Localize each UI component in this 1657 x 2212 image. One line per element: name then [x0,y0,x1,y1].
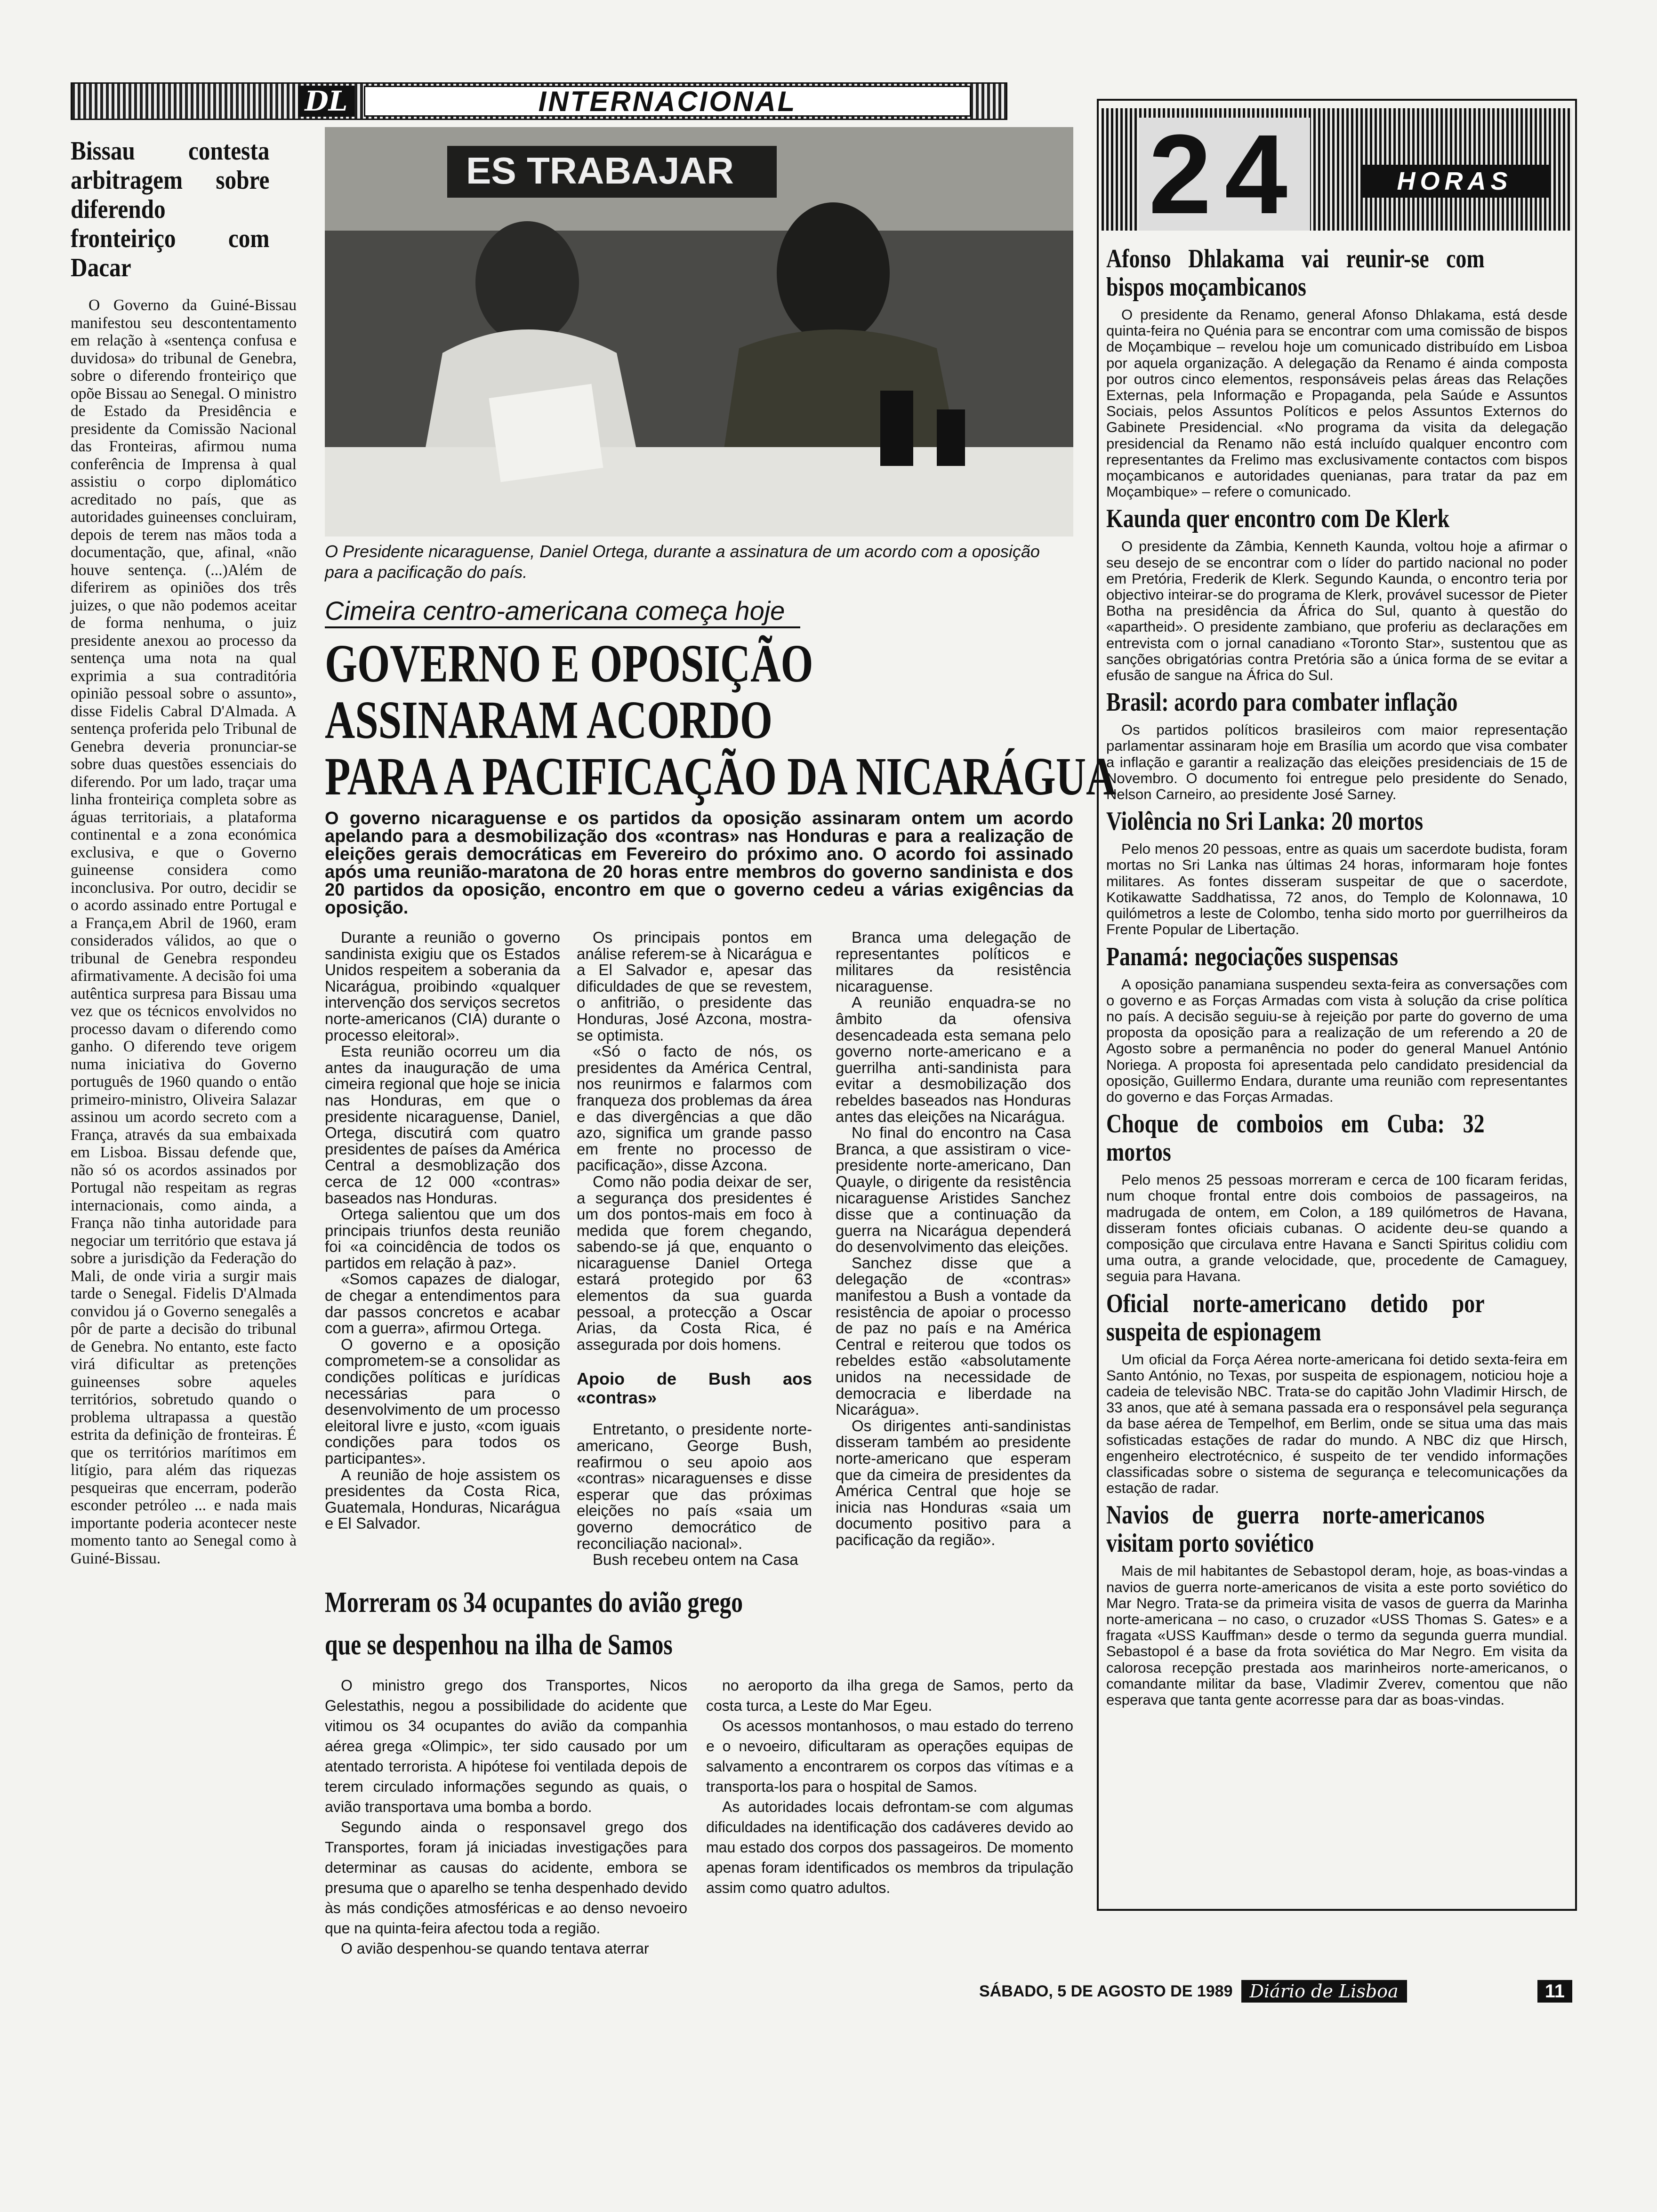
plane-paragraph: Os acessos montanhosos, o mau estado do terreno e o nevoeiro, dificultaram as operações equipas de salvamento a encontrarem os corpos das vítimas e a transporta-los para o hospital de Samos. [706,1717,1073,1795]
plane-headline [325,1581,886,1666]
brief-title: Violência no Sri Lanka: 20 mortos [1106,807,1424,836]
main-paragraph: Os dirigentes anti-sandinistas disseram também ao presidente norte-americano que esperam que da cimeira de presidentes da América Central que hoje se inicia nas Honduras «saia um documento positivo para a pacificação da região». [836,1417,1071,1548]
main-paragraph: Branca uma delegação de representantes políticos e militares da resistência nicaraguense. [836,929,1071,995]
footer-paper-name: Diário de Lisboa [1241,1980,1407,2003]
main-paragraph: A reunião enquadra-se no âmbito da ofensiva desencadeada esta semana pelo governo norte-americano e a guerrilha anti-sandinista para evitar a desmobilização dos rebeldes baseados nas Honduras antes das eleições na Nicarágua. [836,994,1071,1125]
plane-column-1 [325,1675,687,1959]
page-number: 11 [1537,1980,1572,2003]
brief-title: Brasil: acordo para combater inflação [1106,688,1458,717]
main-subhead: Apoio de Bush aos «contras» [577,1369,812,1408]
footer-date: SÁBADO, 5 DE AGOSTO DE 1989 [979,1982,1233,2000]
main-paragraph: «Somos capazes de dialogar, de chegar a entendimentos para dar passos concretos e acabar com a guerra», afirmou Ortega. [325,1270,560,1337]
brief-title: Kaunda quer encontro com De Klerk [1106,504,1450,534]
main-paragraph: «Só o facto de nós, os presidentes da América Central, nos reunirmos e falarmos com franqueza dos problemas da área e das divergências a que dão azo, significa um grande passo em frente no processo de pacificação», disse Azcona. [577,1042,812,1174]
section-title-text: INTERNACIONAL [538,85,797,117]
brief-body: O presidente da Zâmbia, Kenneth Kaunda, voltou hoje a afirmar o seu desejo de se encontrar com o líder do partido nacional no poder em Pretória, Frederik de Klerk. Segundo Kaunda, o encontro teria por objectivo inteirar-se do programa de Klerk, provável sucessor de Pieter Botha na presidência da África do Sul, quanto à questão do «apartheid». O presidente zambiano, que proferiu as declarações em entrevista com o jornal canadiano «Toronto Star», sustentou que as sanções obrigatórias contra Pretória são a única forma de se evitar a efusão de sangue na África do Sul. [1106,538,1568,684]
brief-body: Os partidos políticos brasileiros com maior representação parlamentar assinaram hoje em Brasília um acordo que visa combater a inflação e garantir a realização das eleições presidenciais de 15 de Novembro. O documento foi entregue pelo presidente do Senado, Nelson Carneiro, ao presidente José Sarney. [1106,721,1568,803]
left-article-body: O Governo da Guiné-Bissau manifestou seu descontentamento em relação à «sentença confusa e duvidosa» do tribunal de Genebra, sobre o diferendo fronteiriço que opõe Bissau ao Senegal. O ministro de Estado da Presidência e presidente da Comissão Nacional das Fronteiras, afirmou numa conferência de Imprensa à qual assistiu o corpo diplomático acreditado no país, que as autoridades guineenses concluiram, depois de terem nas mãos toda a documentação, que, afinal, «não houve sentença. (...)Além de diferirem as opiniões dos três juizes, o que não podemos aceitar de forma nenhuma, o juiz presidente anexou ao processo da sentença uma nota na qual exprimia a sua contraditória opinião pessoal sobre o assunto», disse Fidelis Cabral D'Almada. A sentença proferida pelo Tribunal de Genebra deveria pronunciar-se sobre duas questões essenciais do diferendo. Por um lado, traçar uma linha fronteiriça completa sobre as águas territoriais, a plataforma continental e a zona económica exclusiva, e que o Governo guineense considera como inconclusiva. Por outro, decidir se o acordo assinado entre Portugal e a França,em Abril de 1960, eram considerados válidos, ao que o tribunal de Genebra respondeu afirmativamente. A decisão foi uma autêntica surpresa para Bissau uma vez que os técnicos envolvidos no processo davam o diferendo como ganho. O diferendo teve origem numa iniciativa do Governo português de 1960 quando o então primeiro-ministro, Oliveira Salazar assinou um acordo secreto com a França, através da sua embaixada em Lisboa. Bissau defende que, não só os acordos assinados por Portugal não respeitam as regras internacionais, como ainda, a França não tinha autoridade para negociar um território que estava já sobre a jurisdição da Federação do Mali, de onde viria a surgir mais tarde o Senegal. Fidelis D'Almada convidou já o Governo senegalês a pôr de parte a decisão do tribunal de Genebra. No entanto, este facto virá dificultar as pretenções guineenses sobre aqueles territórios, sobretudo quando o problema ultrapassa a questão estrita da definição de fronteiras. É que os territórios marítimos em litígio, para além das riquezas pesqueiras que encerram, poderão esconder petróleo ... e nada mais importante poderia acontecer neste momento tanto ao Senegal como à Guiné-Bissau. [71,297,297,1567]
main-paragraph: Entretanto, o presidente norte-americano, George Bush, reafirmou o seu apoio aos «contras» nicaraguenses e disse esperar que das próximas eleições no país «saia um governo democrático de reconciliação nacional». [577,1420,812,1552]
main-headline-line-1: GOVERNO E OPOSIÇÃO [325,633,813,693]
brief-title: Oficial norte-americano detido por suspeita de espionagem [1106,1289,1485,1346]
main-paragraph: Sanchez disse que a delegação de «contras» manifestou a Bush a vontade da resistência de apoiar o processo de paz no país e na América Central e reiterou que todos os rebeldes estão «absolutamente unidos na necessidade de democracia e liberdade na Nicarágua». [836,1254,1071,1419]
main-paragraph: Os principais pontos em análise referem-se à Nicarágua e a El Salvador e, apesar das dificuldades de que se revestem, o anfitrião, o presidente das Honduras, José Azcona, mostra-se optimista. [577,929,812,1044]
main-paragraph: Como não podia deixar de ser, a segurança dos presidentes é um dos pontos-mais em foco à medida que forem chegando, sabendo-se já que, enquanto o nicaraguense Daniel Ortega estará protegido por 63 elementos da sua guarda pessoal, a protecção a Oscar Arias, da Costa Rica, é assegurada por dois homens. [577,1172,812,1353]
page-footer [979,1979,1572,2004]
plane-column-2 [706,1675,1073,1898]
section-title [364,86,971,117]
plane-paragraph: no aeroporto da ilha grega de Samos, perto da costa turca, a Leste do Mar Egeu. [706,1677,1073,1714]
plane-paragraph: O avião despenhou-se quando tentava aterrar [341,1940,649,1957]
brief-title: Choque de comboios em Cuba: 32 mortos [1106,1109,1485,1167]
brief-body: O presidente da Renamo, general Afonso Dhlakama, está desde quinta-feira no Quénia para se encontrar com uma comissão de bispos de Moçambique – revelou hoje um comunicado distribuído em Lisboa por aquela organização. A delegação da Renamo é ainda composta por outros cinco elementos, responsáveis pelas áreas das Relações Externas, pela Informação e Propaganda, pela Saúde e Assuntos Sociais, pelos Assuntos Políticos e pelos Assuntos Externos do Gabinete Presidencial. «No programa da visita da delegação presidencial da Renamo não está incluído qualquer encontro com representantes da Frelimo mas exclusivamente contactos com bispos moçambicanos e autoridades quenianas, para tratar da paz em Moçambique» – refere o comunicado. [1106,306,1568,500]
sidebar-number: 24 [1139,118,1310,231]
plane-paragraph: As autoridades locais defrontam-se com algumas dificuldades na identificação dos cadáveres devido ao mau estado dos corpos dos passageiros. De momento apenas foram identificados os membros da tripulação assim como quatro adultos. [706,1798,1073,1896]
brief-body: Pelo menos 25 pessoas morreram e cerca de 100 ficaram feridas, num choque frontal entre dois comboios de passageiros, na madrugada de ontem, em Colon, a 189 quilómetros de Havana, disseram fontes oficiais cubanas. O acidente deu-se quando a composição que circulava entre Havana e Sancti Spiritus colidiu com uma outra, a grande velocidade, que, procedente de Camaguey, seguia para Havana. [1106,1171,1568,1285]
main-headline [325,633,1117,806]
newspaper-logo: DL [298,86,354,117]
main-paragraph: A reunião de hoje assistem os presidentes da Costa Rica, Guatemala, Honduras, Nicarágua e El Salvador. [325,1466,560,1532]
main-paragraph: O governo e a oposição comprometem-se a consolidar as condições políticas e jurídicas necessárias para o desenvolvimento de um processo eleitoral livre e justo, «com iguais condições para todos os participantes». [325,1335,560,1467]
main-paragraph: Durante a reunião o governo sandinista exigiu que os Estados Unidos respeitem a soberania da Nicarágua, proibindo «qualquer intervenção dos serviços secretos norte-americanos (CIA) durante o processo eleitoral». [325,929,560,1044]
brief-title: Panamá: negociações suspensas [1106,942,1398,971]
plane-headline-line-2: que se despenhou na ilha de Samos [325,1629,673,1661]
photo-ortega-signing [325,127,1073,537]
brief-body: Mais de mil habitantes de Sebastopol deram, hoje, as boas-vindas a navios de guerra norte-americanos de visita a este porto soviético do Mar Negro. Trata-se da primeira visita de vasos de guerra da Marinha norte-americana – no caso, o cruzador «USS Thomas S. Gates» e a fragata «USS Kauffman» desde o termo da segunda guerra mundial. Sebastopol é a base da frota soviética do Mar Negro. Em visita da calorosa recepção prestada aos marinheiros norte-americanos, o comandante militar da base, Vladimir Zverev, comentou que não esperava que tanta gente acorresse para dar as boas-vindas. [1106,1563,1568,1708]
section-banner [71,82,1007,120]
photo-illustration [325,127,1073,537]
main-headline-line-3: PARA A PACIFICAÇÃO DA NICARÁGUA [325,746,1117,806]
left-article [71,136,297,1972]
brief-body: A oposição panamiana suspendeu sexta-feira as conversações com o governo e as Forças Armadas com vista à solução da crise política no país. A decisão seguiu-se à rejeição por parte do governo de uma proposta da oposição para a realização de um referendo a 20 de Agosto sobre a permanência no poder do general Manuel António Noriega. A proposta foi apresentada pelo candidato presidencial da oposição, Guillermo Endara, durante uma reunião com representantes do governo e das Forças Armadas. [1106,976,1568,1105]
main-kicker: Cimeira centro-americana começa hoje [325,595,800,628]
main-column-2 [577,930,812,1568]
brief-title: Navios de guerra norte-americanos visitam porto soviético [1106,1500,1485,1558]
main-paragraph: Ortega salientou que um dos principais triunfos desta reunião foi «a coincidência de todos os partidos em relação à paz». [325,1205,560,1272]
plane-paragraph: Segundo ainda o responsavel grego dos Transportes, foram já iniciadas investigações para determinar as causas do acidente, embora se presuma que o aparelho se tenha despenhado devido às más condições atmosféricas e ao denso nevoeiro que na quinta-feira afectou toda a região. [325,1819,687,1937]
main-headline-line-2: ASSINARAM ACORDO [325,690,773,750]
plane-paragraph: O ministro grego dos Transportes, Nicos Gelestathis, negou a possibilidade do acidente que vitimou os 34 ocupantes do avião da companhia aérea grega «Olimpic», ter sido causado por um atentado terrorista. A hipótese foi ventilada depois de terem circulado informações segundo as quais, o avião transportava uma bomba a bordo. [325,1677,687,1815]
sidebar-news [1106,240,1568,1901]
photo-caption: O Presidente nicaraguense, Daniel Ortega, durante a assinatura de um acordo com a oposição para a pacificação do país. [325,542,1040,582]
left-article-title: Bissau contesta arbitragem sobre diferendo fronteiriço com Dacar [71,136,270,282]
main-paragraph: Esta reunião ocorreu um dia antes da inauguração de uma cimeira regional que hoje se inicia nas Honduras, em que o presidente nicaraguense, Daniel, Ortega, discutirá com quatro presidentes de países da América Central a desmoblização dos cerca de 12 000 «contras» baseados nas Honduras. [325,1042,560,1207]
main-column-1 [325,930,560,1532]
plane-headline-line-1: Morreram os 34 ocupantes do avião grego [325,1587,743,1619]
main-paragraph: Bush recebeu ontem na Casa [593,1551,798,1569]
brief-body: Pelo menos 20 pessoas, entre as quais um sacerdote budista, foram mortas no Sri Lanka nas últimas 24 horas, informaram hoje fontes militares. As fontes disseram suspeitar de que o sacerdote, Kotikawatte Saddhatissa, 72 anos, do Templo de Kolonnawa, 10 quilómetros a leste de Colombo, tenha sido morto por guerrilheiros da Frente Popular de Libertação. [1106,841,1568,938]
sidebar-word: HORAS [1360,165,1549,198]
brief-body: Um oficial da Força Aérea norte-americana foi detido sexta-feira em Santo António, no Texas, por suspeita de espionagem, noticiou hoje a cadeia de televisão NBC. Trata-se do capitão John Vladimir Hirsch, de 33 anos, que até à semana passada era o responsável pela segurança da base aérea de Tempelhof, em Berlim, onde se situa uma das mais sofisticadas estações de radar do mundo. A NBC diz que Hirsch, engenheiro electrotécnico, é suspeito de ter vendido informações classificadas sobre o sistema de segurança e telecomunicações da estação de radar. [1106,1351,1568,1497]
sidebar-header [1102,108,1572,237]
main-paragraph: No final do encontro na Casa Branca, a que assistiram o vice-presidente norte-americano, Dan Quayle, o dirigente da resistência nicaraguense Aristides Sanchez disse que a continuação da guerra na Nicarágua dependerá do desenvolvimento das eleições. [836,1124,1071,1256]
main-column-3 [836,930,1071,1548]
photo-banner-text: ES TRABAJAR [466,150,734,192]
main-lead: O governo nicaraguense e os partidos da oposição assinaram ontem um acordo apelando para a desmobilização dos «contras» nas Honduras e para a realização de eleições gerais democráticas em Fevereiro do próximo ano. O acordo foi assinado após uma reunião-maratona de 20 horas entre membros do governo sandinista e dos 20 partidos da oposição, encontro em que o governo cedeu a várias exigências da oposição. [325,809,1073,918]
brief-title: Afonso Dhlakama vai reunir-se com bispos moçambicanos [1106,244,1485,302]
